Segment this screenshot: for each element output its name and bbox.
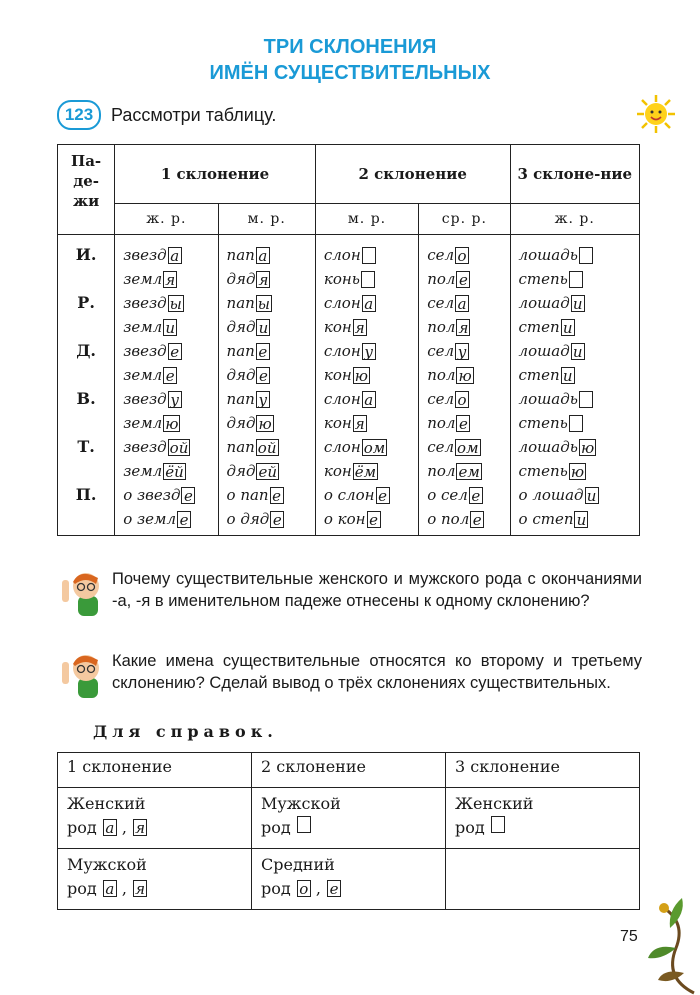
ending-box (491, 816, 505, 833)
ending-box: ю (570, 462, 585, 481)
ending-box: ю (354, 366, 368, 385)
word-stem: пол (427, 318, 456, 336)
word-stem: степь (518, 270, 568, 288)
word-form (123, 411, 217, 435)
sub-header: ж. р. (115, 204, 218, 235)
reference-cell (58, 788, 252, 849)
word-stem: земл (123, 318, 163, 336)
reference-header: 1 склонение (58, 753, 252, 788)
ending-box: а (168, 247, 182, 264)
question-1: Почему существительные женского и мужского рода с окончаниями -а, -я в именительном падеже отнесены к одному склонению? (112, 570, 642, 610)
word-stem: о лошад (518, 486, 584, 504)
ending-box: е (456, 415, 470, 432)
ending-box: у (362, 343, 376, 360)
word-form (324, 483, 418, 507)
gender-label: Женский (67, 794, 146, 813)
ending-box: ёй (165, 462, 184, 481)
reference-title: Для справок. (93, 722, 278, 741)
word-form (227, 267, 315, 291)
word-form (324, 435, 418, 459)
declension-table (57, 144, 640, 536)
gender-endings (261, 816, 436, 840)
word-form (324, 507, 418, 531)
word-stem: земл (123, 366, 163, 384)
word-stem: дяд (226, 462, 256, 480)
word-form (519, 387, 639, 411)
title-line-1: ТРИ СКЛОНЕНИЯ (263, 36, 437, 58)
word-stem: пол (427, 270, 456, 288)
word-form (519, 363, 639, 387)
ending-box: я (353, 319, 367, 336)
word-stem: звезд (123, 246, 167, 264)
word-form (427, 267, 509, 291)
ending-box: е (456, 271, 470, 288)
word-stem: слон (323, 342, 361, 360)
ending-box (297, 816, 311, 833)
sub-header: м. р. (218, 204, 315, 235)
word-stem: лошадь (518, 438, 578, 456)
word-form (519, 267, 639, 291)
reference-cell (252, 788, 446, 849)
ending-box (362, 247, 376, 264)
word-stem: кон (323, 318, 352, 336)
word-stem: степь (518, 462, 568, 480)
rod-label: род (261, 879, 296, 898)
word-form (123, 363, 217, 387)
ending-box (579, 391, 593, 408)
word-form (519, 339, 639, 363)
word-stem: звезд (123, 438, 167, 456)
ending-box: о (455, 247, 469, 264)
word-form (324, 459, 418, 483)
sub-header: м. р. (315, 204, 418, 235)
rod-label: род (67, 879, 102, 898)
word-stem: лошадь (518, 390, 578, 408)
word-stem: лошад (518, 342, 570, 360)
word-form (519, 411, 639, 435)
word-stem: дяд (226, 318, 256, 336)
ending-box: я (133, 819, 147, 836)
group-header-2: 2 склонение (315, 145, 510, 204)
student-avatar-icon (58, 648, 102, 698)
word-form (427, 483, 509, 507)
rod-label: род (67, 818, 102, 837)
ending-box: а (103, 819, 117, 836)
word-form (324, 315, 418, 339)
word-form (227, 411, 315, 435)
task-header (57, 100, 276, 130)
word-stem: звезд (123, 342, 167, 360)
word-stem: пап (226, 294, 255, 312)
ending-box: и (571, 295, 585, 312)
word-form (123, 459, 217, 483)
word-form (123, 507, 217, 531)
case-header-line: де- (73, 172, 99, 190)
word-form (427, 459, 509, 483)
group-header-3-text: 3 склоне-ние (517, 165, 633, 183)
ending-box: у (256, 391, 270, 408)
word-stem: земл (123, 270, 163, 288)
task-number-badge: 123 (57, 100, 101, 130)
word-form (427, 507, 509, 531)
word-stem: о пап (226, 486, 269, 504)
ending-box (569, 415, 583, 432)
word-form (519, 315, 639, 339)
word-stem: сел (427, 390, 455, 408)
ending-box: ю (580, 438, 595, 457)
word-form (427, 435, 509, 459)
gender-label: Мужской (261, 794, 341, 813)
word-stem: о сел (427, 486, 468, 504)
group-header-3 (510, 145, 639, 204)
word-form (227, 507, 315, 531)
word-form (123, 291, 217, 315)
word-stem: пол (427, 462, 456, 480)
word-stem: конь (323, 270, 360, 288)
ending-box: а (103, 880, 117, 897)
word-stem: сел (427, 438, 455, 456)
word-stem: о степ (518, 510, 574, 528)
word-form (519, 459, 639, 483)
ending-box: ю (458, 366, 472, 385)
word-form (324, 387, 418, 411)
word-stem: степь (518, 414, 568, 432)
word-stem: земл (123, 462, 163, 480)
ending-box: ы (257, 294, 271, 313)
word-column (115, 235, 218, 536)
word-form (324, 363, 418, 387)
sub-header: ср. р. (419, 204, 510, 235)
ending-box: е (163, 367, 177, 384)
word-form (324, 291, 418, 315)
ending-box: а (256, 247, 270, 264)
rod-label: род (455, 818, 490, 837)
word-column (218, 235, 315, 536)
ending-box: е (256, 367, 270, 384)
word-stem: пол (427, 414, 456, 432)
word-form (227, 363, 315, 387)
word-form (324, 411, 418, 435)
word-stem: о дяд (226, 510, 270, 528)
word-form (227, 435, 315, 459)
title-line-2: ИМЁН СУЩЕСТВИТЕЛЬНЫХ (209, 62, 491, 84)
ending-box: о (455, 391, 469, 408)
word-form (123, 315, 217, 339)
word-stem: звезд (123, 294, 167, 312)
gender-label: Женский (455, 794, 534, 813)
word-form (324, 339, 418, 363)
word-stem: кон (323, 366, 352, 384)
word-stem: дяд (226, 270, 256, 288)
word-stem: о звезд (123, 486, 181, 504)
rod-label: род (261, 818, 296, 837)
word-form (519, 435, 639, 459)
ending-box: ы (169, 294, 182, 313)
word-stem: лошад (518, 294, 570, 312)
word-stem: степ (518, 318, 560, 336)
ending-box: е (270, 511, 284, 528)
ending-box: у (455, 343, 469, 360)
ending-box: а (362, 295, 376, 312)
word-stem: пап (226, 342, 255, 360)
word-stem: пап (226, 246, 255, 264)
word-form (227, 243, 315, 267)
page-title (0, 34, 700, 86)
word-form (519, 507, 639, 531)
case-label: Т. (77, 437, 95, 456)
ending-box: и (585, 487, 599, 504)
ending-box: и (571, 343, 585, 360)
gender-endings (261, 877, 436, 901)
ending-box: е (469, 487, 483, 504)
case-label: Р. (77, 293, 95, 312)
ending-box (569, 271, 583, 288)
case-label: И. (75, 245, 97, 264)
word-form (227, 483, 315, 507)
word-form (427, 411, 509, 435)
case-header-line: жи (72, 192, 100, 210)
word-form (427, 387, 509, 411)
word-stem: о кон (323, 510, 366, 528)
reference-table (57, 752, 640, 910)
ending-box: е (327, 880, 341, 897)
reference-cell (252, 849, 446, 910)
ending-box: ом (363, 438, 386, 457)
reference-cell (446, 849, 640, 910)
word-stem: пап (226, 438, 255, 456)
reference-cell (58, 849, 252, 910)
word-stem: кон (323, 414, 352, 432)
word-column (315, 235, 418, 536)
word-form (123, 267, 217, 291)
gender-endings (67, 877, 242, 901)
question-2: Какие имена существительные относятся ко второму и третьему склонению? Сделай вывод о трёх склонениях существительных. (112, 652, 642, 692)
word-stem: сел (427, 294, 455, 312)
word-form (227, 387, 315, 411)
ending-box: у (168, 391, 182, 408)
ending-box: и (561, 367, 575, 384)
word-stem: пол (427, 366, 456, 384)
page-number: 75 (620, 928, 638, 945)
word-form (123, 387, 217, 411)
ending-box (579, 247, 593, 264)
ending-box: ом (457, 438, 479, 457)
word-stem: сел (427, 246, 455, 264)
ending-box: и (256, 319, 270, 336)
ending-box: ей (258, 462, 278, 481)
word-stem: слон (323, 294, 361, 312)
ending-box: е (270, 487, 284, 504)
ending-box: ой (169, 438, 189, 457)
gender-endings (455, 816, 630, 840)
gender-label: Мужской (67, 855, 147, 874)
ending-box: а (362, 391, 376, 408)
word-stem: слон (323, 246, 361, 264)
word-column (510, 235, 639, 536)
reference-header: 3 склонение (446, 753, 640, 788)
word-form (427, 363, 509, 387)
word-stem: пап (226, 390, 255, 408)
word-form (324, 267, 418, 291)
ending-box: е (177, 511, 191, 528)
sub-header: ж. р. (510, 204, 639, 235)
cases-column (58, 235, 115, 536)
word-form (427, 339, 509, 363)
ending-box: е (367, 511, 381, 528)
case-header (58, 145, 115, 235)
word-form (519, 483, 639, 507)
word-form (519, 291, 639, 315)
word-stem: слон (323, 438, 361, 456)
word-stem: о пол (427, 510, 470, 528)
separator: , (310, 879, 327, 898)
ending-box: е (181, 487, 195, 504)
word-form (123, 339, 217, 363)
word-form (227, 459, 315, 483)
word-stem: кон (323, 462, 352, 480)
word-column (419, 235, 510, 536)
word-form (519, 243, 639, 267)
word-stem: о слон (323, 486, 375, 504)
ending-box: и (163, 319, 177, 336)
ending-box (361, 271, 375, 288)
case-label: П. (75, 485, 97, 504)
separator: , (116, 818, 133, 837)
word-stem: степ (518, 366, 560, 384)
case-label: В. (76, 389, 96, 408)
word-stem: слон (323, 390, 361, 408)
gender-label: Средний (261, 855, 335, 874)
word-stem: дяд (226, 414, 256, 432)
ending-box: ю (258, 414, 272, 433)
task-instruction: Рассмотри таблицу. (111, 104, 277, 125)
ending-box: е (376, 487, 390, 504)
ending-box: и (561, 319, 575, 336)
ending-box: я (456, 319, 470, 336)
ending-box: а (455, 295, 469, 312)
ending-box: и (574, 511, 588, 528)
ending-box: ю (165, 414, 179, 433)
sun-icon (636, 94, 676, 134)
word-form (123, 483, 217, 507)
word-stem: лошадь (518, 246, 578, 264)
group-header-1: 1 склонение (115, 145, 316, 204)
word-form (227, 339, 315, 363)
ending-box: е (470, 511, 484, 528)
word-stem: дяд (226, 366, 256, 384)
word-form (427, 315, 509, 339)
ending-box: я (133, 880, 147, 897)
ending-box: е (168, 343, 182, 360)
ending-box: ём (354, 462, 377, 481)
word-form (123, 243, 217, 267)
word-stem: сел (427, 342, 455, 360)
word-stem: о земл (123, 510, 177, 528)
reference-cell (446, 788, 640, 849)
word-form (227, 291, 315, 315)
word-form (427, 291, 509, 315)
word-stem: земл (123, 414, 163, 432)
case-label: Д. (76, 341, 96, 360)
ending-box: я (163, 271, 177, 288)
gender-endings (67, 816, 242, 840)
ending-box: ем (458, 462, 480, 481)
ending-box: я (256, 271, 270, 288)
ending-box: е (256, 343, 270, 360)
ending-box: ой (257, 438, 277, 457)
separator: , (116, 879, 133, 898)
word-form (427, 243, 509, 267)
word-stem: звезд (123, 390, 167, 408)
word-form (123, 435, 217, 459)
case-header-line: Па- (71, 152, 102, 170)
student-avatar-icon (58, 566, 102, 616)
word-form (324, 243, 418, 267)
reference-header: 2 склонение (252, 753, 446, 788)
ending-box: о (297, 880, 311, 897)
word-form (227, 315, 315, 339)
ending-box: я (353, 415, 367, 432)
